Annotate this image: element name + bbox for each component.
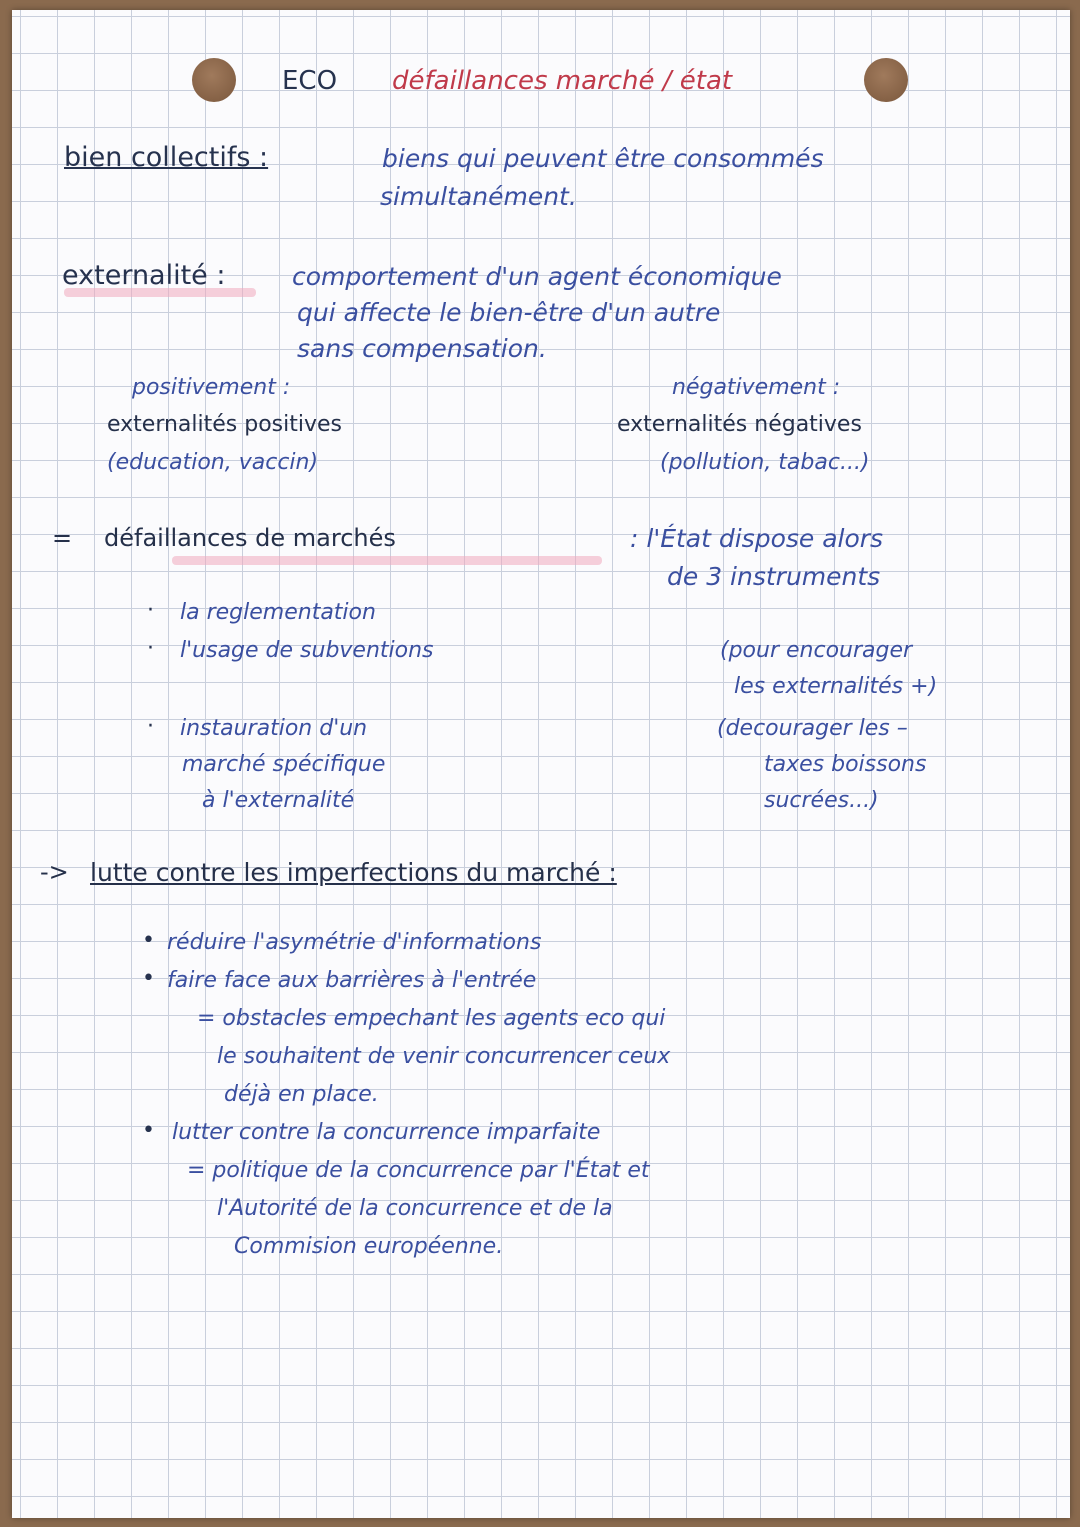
lutte-heading: lutte contre les imperfections du marché : bbox=[90, 858, 617, 887]
definition-biens-collectifs-2: simultanément. bbox=[380, 182, 577, 211]
bullet-dot: · bbox=[147, 598, 154, 623]
defaillances-text-1: : l'État dispose alors bbox=[630, 524, 884, 553]
binder-hole-left bbox=[192, 58, 236, 102]
concurrence-def-1: = politique de la concurrence par l'État et bbox=[187, 1158, 650, 1183]
def-externalite-2: qui affecte le bien-être d'un autre bbox=[297, 298, 721, 327]
negative-examples: (pollution, tabac...) bbox=[660, 450, 870, 475]
concurrence-def-3: Commision européenne. bbox=[234, 1234, 504, 1259]
arrow-marker: -> bbox=[40, 858, 69, 886]
marche-specifique-3: à l'externalité bbox=[202, 788, 355, 813]
concurrence-def-2: l'Autorité de la concurrence et de la bbox=[217, 1196, 613, 1221]
marche-specifique-1: instauration d'un bbox=[180, 716, 368, 741]
taxes-note-3: sucrées...) bbox=[764, 788, 879, 813]
barrieres-def-3: déjà en place. bbox=[224, 1082, 379, 1107]
subventions-note-1: (pour encourager bbox=[720, 638, 913, 663]
subventions-note-2: les externalités +) bbox=[734, 674, 938, 699]
lutte-item-concurrence: lutter contre la concurrence imparfaite bbox=[172, 1120, 601, 1145]
barrieres-def-2: le souhaitent de venir concurrencer ceux bbox=[217, 1044, 671, 1069]
highlight-defaillances bbox=[172, 556, 602, 565]
term-biens-collectifs: bien collectifs : bbox=[64, 142, 269, 173]
negative-label: externalités négatives bbox=[617, 412, 862, 437]
positive-heading: positivement : bbox=[132, 375, 291, 400]
bullet-dot: • bbox=[142, 928, 155, 953]
subject-label: ECO bbox=[282, 66, 338, 96]
equals-sign: = bbox=[52, 524, 73, 552]
bullet-dot: · bbox=[147, 636, 154, 661]
positive-examples: (education, vaccin) bbox=[107, 450, 319, 475]
bullet-dot: • bbox=[142, 1118, 155, 1143]
notebook-page bbox=[12, 10, 1070, 1518]
definition-biens-collectifs-1: biens qui peuvent être consommés bbox=[382, 144, 824, 173]
def-externalite-1: comportement d'un agent économique bbox=[292, 262, 782, 291]
bullet-dot: · bbox=[147, 714, 154, 739]
positive-label: externalités positives bbox=[107, 412, 343, 437]
term-defaillances: défaillances de marchés bbox=[104, 524, 396, 552]
binder-hole-right bbox=[864, 58, 908, 102]
page-title: défaillances marché / état bbox=[392, 66, 733, 96]
def-externalite-3: sans compensation. bbox=[297, 334, 547, 363]
bullet-dot: • bbox=[142, 966, 155, 991]
marche-specifique-2: marché spécifique bbox=[182, 752, 386, 777]
lutte-item-barrieres: faire face aux barrières à l'entrée bbox=[167, 968, 537, 993]
barrieres-def-1: = obstacles empechant les agents eco qui bbox=[197, 1006, 666, 1031]
instrument-subventions: l'usage de subventions bbox=[180, 638, 434, 663]
defaillances-text-2: de 3 instruments bbox=[667, 562, 881, 591]
taxes-note-1: (decourager les – bbox=[717, 716, 908, 741]
negative-heading: négativement : bbox=[672, 375, 841, 400]
lutte-item-asymetrie: réduire l'asymétrie d'informations bbox=[167, 930, 542, 955]
taxes-note-2: taxes boissons bbox=[764, 752, 927, 777]
instrument-reglementation: la reglementation bbox=[180, 600, 376, 625]
term-externalite: externalité : bbox=[62, 260, 226, 291]
